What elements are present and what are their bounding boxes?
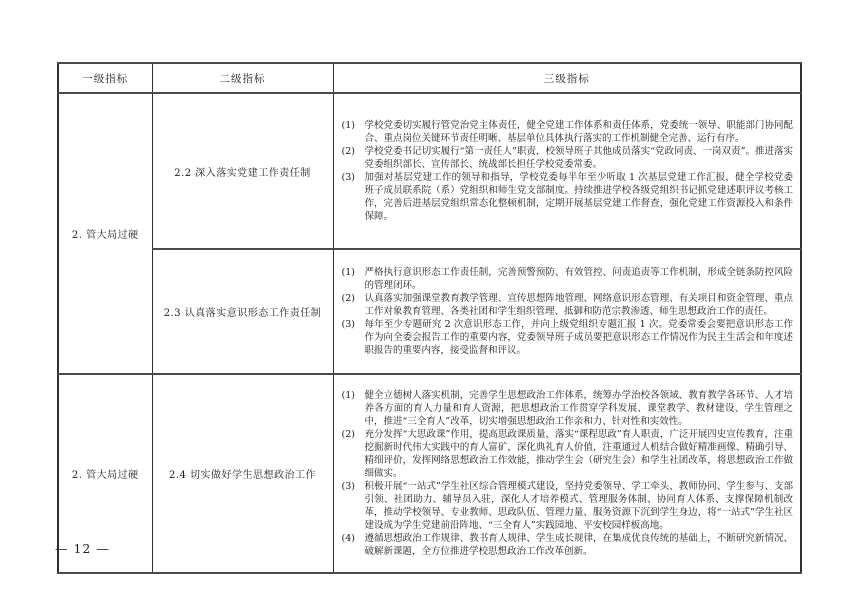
- item-text: 遵循思想政治工作规律、教书育人规律、学生成长规律，在集成优良传统的基础上，不断研究新情况、破解新课题，全方位推进学校思想政治工作改革创新。: [364, 533, 793, 557]
- page-number: — 12 —: [55, 541, 110, 556]
- level1-indicator-cell: 2. 管大局过硬: [58, 93, 152, 374]
- table-row-2-3: [58, 249, 801, 374]
- indicator-item: [342, 171, 794, 223]
- level2-indicator-cell: 2.4 切实做好学生思想政治工作: [152, 374, 333, 573]
- level3-indicator-cell: [333, 93, 801, 249]
- item-text: 加强对基层党建工作的领导和指导，学校党委每半年至少听取 1 次基层党建工作汇报，健全学校党委班子成员联系院（系）党组织和师生党支部制度。持续推进学校各级党组织书记抓党建述职评议考核工作，完善后进基层党组织常态化整顿机制，定期开展基层党建工作督查，强化党建工作资源投入和条件保障。: [364, 172, 793, 222]
- indicator-item: [342, 119, 794, 145]
- item-marker: (1): [341, 267, 355, 278]
- indicator-item: [342, 532, 794, 558]
- item-text: 充分发挥“大思政课”作用，提高思政课质量，落实“课程思政”育人职责，广泛开展四史宣传教育，注重挖掘新时代伟大实践中的育人富矿，深化典礼育人价值，注重通过人机结合做好精准画像、精确引导、精细评价，发挥网络思想政治工作效能，推动学生会（研究生会）和学生社团改革，将思想政治工作做细做实。: [364, 429, 793, 479]
- table-header-row: [58, 63, 801, 93]
- item-text: 严格执行意识形态工作责任制，完善预警预防、有效管控、问责追责等工作机制，形成全链条防控风险的管理闭环。: [364, 267, 793, 291]
- item-marker: (2): [341, 146, 355, 157]
- item-marker: (1): [341, 390, 355, 401]
- table-row-2-4: [58, 374, 801, 573]
- level3-indicator-cell: [333, 249, 801, 374]
- level2-indicator-cell: 2.2 深入落实党建工作责任制: [152, 93, 333, 249]
- item-text: 健全立德树人落实机制，完善学生思想政治工作体系，统筹办学治校各领域、教育教学各环节、人才培养各方面的育人力量和育人资源，把思想政治工作贯穿学科发展、课堂教学、教材建设、学生管理之中，推进“三全育人”改革，切实增强思想政治工作亲和力、针对性和实效性。: [364, 390, 793, 427]
- item-marker: (3): [341, 172, 355, 183]
- col-header-level1: 一级指标: [58, 63, 152, 93]
- item-text: 学校党委切实履行管党治党主体责任，健全党建工作体系和责任体系，党委统一领导、职能部门协同配合、重点岗位关键环节责任明晰、基层单位具体执行落实的工作机制健全完善、运行有序。: [364, 120, 793, 144]
- item-text: 学校党委书记切实履行“第一责任人”职责，校领导班子其他成员落实“党政同责、一岗双责”。推进落实党委组织部长、宣传部长、统战部长担任学校党委常委。: [364, 146, 793, 170]
- item-marker: (3): [341, 319, 355, 330]
- level2-indicator-cell: 2.3 认真落实意识形态工作责任制: [152, 249, 333, 374]
- col-header-level2: 二级指标: [152, 63, 333, 93]
- indicator-item: [342, 266, 794, 292]
- indicator-item: [342, 428, 794, 480]
- level3-indicator-cell: [333, 374, 801, 573]
- table-row-2-2: [58, 93, 801, 249]
- indicator-item: [342, 145, 794, 171]
- indicator-item: [342, 389, 794, 428]
- item-text: 认真落实加强课堂教育教学管理、宣传思想阵地管理、网络意识形态管理、有关项目和资金管理、重点工作对象教育管理、各类社团和学生组织管理、抵御和防范宗教渗透、师生思想政治工作的责任。: [364, 293, 793, 317]
- indicator-item: [342, 480, 794, 532]
- indicator-table: [57, 62, 802, 574]
- indicator-item: [342, 318, 794, 357]
- item-marker: (1): [341, 120, 355, 131]
- item-marker: (2): [341, 293, 355, 304]
- item-text: 每年至少专题研究 2 次意识形态工作，并向上级党组织专题汇报 1 次。党委常委会要把意识形态工作作为向全委会报告工作的重要内容，党委领导班子成员要把意识形态工作情况作为民主生活会和年度述职报告的重要内容，接受监督和评议。: [364, 319, 793, 356]
- item-marker: (3): [341, 481, 355, 492]
- item-marker: (4): [341, 533, 355, 544]
- col-header-level3: 三级指标: [333, 63, 801, 93]
- item-marker: (2): [341, 429, 355, 440]
- item-text: 积极开展“一站式”学生社区综合管理模式建设，坚持党委领导、学工牵头、教师协同、学生参与、支部引领、社团助力、辅导员入驻，深化人才培养模式、管理服务体制、协同育人体系、支撑保障机制改革，推动学校领导、专业教师、思政队伍、管理力量、服务资源下沉到学生身边，将“一站式”学生社区建设成为学生党建前沿阵地、“三全育人”实践园地、平安校园样板高地。: [364, 481, 793, 531]
- level1-indicator-cell: 2. 管大局过硬: [58, 374, 152, 573]
- indicator-item: [342, 292, 794, 318]
- indicator-table-container: [57, 62, 802, 574]
